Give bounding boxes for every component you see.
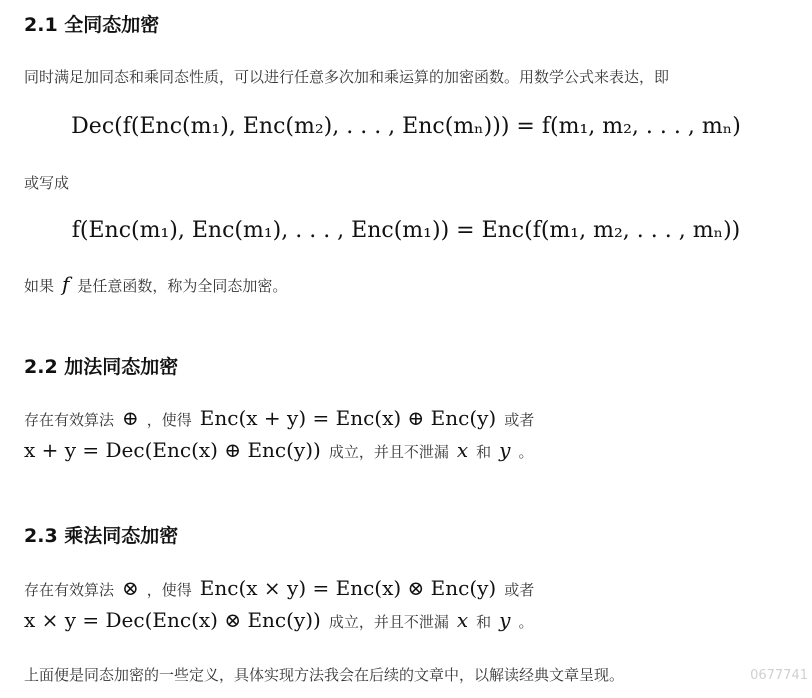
watermark: 0677741 [750,668,808,683]
additive-or: 或者 [504,411,535,429]
and-label: 和 [476,613,492,631]
formula-enc-definition: f(Enc(m₁), Enc(m₁), . . . , Enc(m₁)) = Enc(f(m₁, m₂, . . . , mₙ)) [71,218,741,243]
var-y: y [499,438,511,462]
multiplicative-prefix: 存在有效算法 [24,581,115,599]
and-label: 和 [476,443,492,461]
oplus-symbol: ⊕ [122,406,139,430]
multiplicative-holds: 成立，并且不泄漏 [328,613,449,631]
var-y: y [499,608,511,632]
multiplicative-equation-dec: x × y = Dec(Enc(x) ⊗ Enc(y)) [24,608,321,632]
section1-conclusion [24,272,287,296]
additive-line2 [24,438,533,462]
multiplicative-line1 [24,576,534,600]
footer-text: 上面便是同态加密的一些定义，具体实现方法我会在后续的文章中，以解读经典文章呈现。 [24,666,625,684]
period: 。 [518,443,534,461]
additive-mid: ，使得 [146,411,192,429]
multiplicative-mid: ，使得 [146,581,192,599]
multiplicative-line2 [24,608,533,632]
section1-intro: 同时满足加同态和乘同态性质，可以进行任意多次加和乘运算的加密函数。用数学公式来表达，即 [24,68,670,86]
var-x: x [456,608,469,632]
conclusion-prefix: 如果 [24,277,55,295]
additive-line1 [24,406,534,430]
section-title-multiplicative: 2.3 乘法同态加密 [24,525,179,547]
additive-equation-enc: Enc(x + y) = Enc(x) ⊕ Enc(y) [199,406,497,430]
section-title-additive: 2.2 加法同态加密 [24,356,179,378]
otimes-symbol: ⊗ [122,576,139,600]
multiplicative-equation-enc: Enc(x × y) = Enc(x) ⊗ Enc(y) [199,576,497,600]
formula-dec-definition: Dec(f(Enc(m₁), Enc(m₂), . . . , Enc(mₙ))) = f(m₁, m₂, . . . , mₙ) [71,114,741,139]
section-title-full-homomorphic: 2.1 全同态加密 [24,14,160,36]
multiplicative-or: 或者 [504,581,535,599]
additive-prefix: 存在有效算法 [24,411,115,429]
additive-holds: 成立，并且不泄漏 [328,443,449,461]
conclusion-suffix: 是任意函数，称为全同态加密。 [77,277,288,295]
or-write-label: 或写成 [24,174,70,192]
period: 。 [518,613,534,631]
additive-equation-dec: x + y = Dec(Enc(x) ⊕ Enc(y)) [24,438,321,462]
var-x: x [456,438,469,462]
var-f: f [62,272,70,296]
